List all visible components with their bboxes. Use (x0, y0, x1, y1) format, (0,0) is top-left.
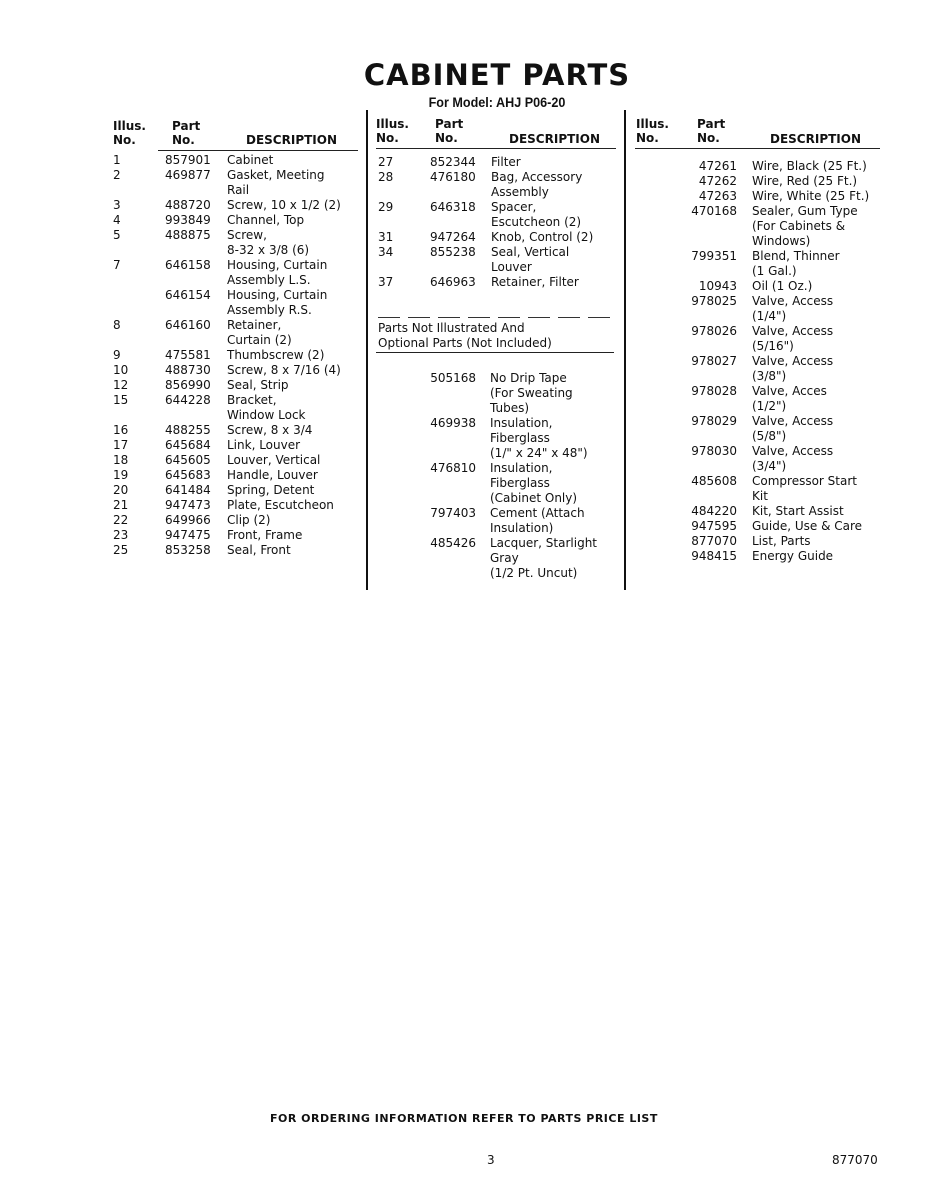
part-number: 47262 (698, 174, 737, 188)
illus-number: 8 (113, 318, 121, 332)
table-row (636, 504, 886, 519)
parts-list-column-2 (378, 155, 618, 290)
part-number: 484220 (691, 504, 737, 518)
part-description: Insulation, Fiberglass (Cabinet Only) (490, 461, 578, 505)
part-description: Screw, 8-32 x 3/8 (6) (227, 228, 310, 257)
table-row (378, 506, 618, 536)
illus-number: 34 (378, 245, 394, 259)
illus-number: 28 (378, 170, 394, 184)
part-description: Filter (491, 155, 521, 169)
illus-number: 16 (113, 423, 129, 437)
part-number: 488875 (165, 228, 211, 242)
table-row (378, 245, 618, 275)
part-number: 856990 (165, 378, 211, 392)
part-description: Screw, 8 x 3/4 (227, 423, 313, 437)
note-rule (376, 352, 614, 353)
table-row (113, 228, 363, 258)
part-description: Retainer, Filter (491, 275, 579, 289)
part-number: 978030 (691, 444, 737, 458)
parts-list-column-1 (113, 153, 363, 558)
part-number: 10943 (698, 279, 737, 293)
illus-number: 10 (113, 363, 129, 377)
table-row (378, 230, 618, 245)
part-number: 470168 (691, 204, 737, 218)
table-row (636, 324, 886, 354)
illus-number: 29 (378, 200, 394, 214)
table-row (636, 189, 886, 204)
part-number: 948415 (691, 549, 737, 563)
table-row (113, 168, 363, 198)
header-illus (113, 119, 146, 147)
part-description: Valve, Access (5/8") (752, 414, 834, 443)
table-row (636, 279, 886, 294)
table-row (378, 275, 618, 290)
part-number: 857901 (165, 153, 211, 167)
part-description: Seal, Strip (227, 378, 289, 392)
header-illus-line2: No. (376, 131, 399, 145)
part-description: Valve, Access (3/4") (752, 444, 834, 473)
part-number: 646318 (430, 200, 476, 214)
header-illus-3 (636, 117, 669, 145)
header-part-line2: No. (697, 131, 720, 145)
part-description: Insulation, Fiberglass (1/" x 24" x 48") (490, 416, 588, 460)
table-row (113, 258, 363, 288)
part-description: Valve, Access (1/4") (752, 294, 834, 323)
illus-number: 1 (113, 153, 121, 167)
table-row (378, 170, 618, 200)
part-description: Guide, Use & Care (752, 519, 863, 533)
part-description: Clip (2) (227, 513, 271, 527)
illus-number: 12 (113, 378, 129, 392)
header-illus-line2: No. (636, 131, 659, 145)
part-description: List, Parts (752, 534, 811, 548)
part-description: Sealer, Gum Type (For Cabinets & Windows) (752, 204, 858, 248)
page-title: CABINET PARTS (363, 58, 631, 92)
header-illus-2 (376, 117, 409, 145)
header-description: DESCRIPTION (246, 133, 338, 147)
part-number: 877070 (691, 534, 737, 548)
column-divider (366, 110, 368, 590)
part-description: Cabinet (227, 153, 274, 167)
table-row (113, 513, 363, 528)
part-number: 485608 (691, 474, 737, 488)
table-row (378, 155, 618, 170)
part-description: Spring, Detent (227, 483, 315, 497)
part-number: 646963 (430, 275, 476, 289)
header-part-line1: Part (435, 117, 464, 131)
part-number: 978027 (691, 354, 737, 368)
table-row (378, 371, 618, 416)
header-rule-3 (635, 148, 880, 149)
illus-number: 17 (113, 438, 129, 452)
header-illus-line1: Illus. (113, 119, 146, 133)
part-description: Spacer, Escutcheon (2) (491, 200, 582, 229)
illus-number: 4 (113, 213, 121, 227)
table-row (636, 474, 886, 504)
part-number: 947475 (165, 528, 211, 542)
part-number: 505168 (430, 371, 476, 385)
part-description: Handle, Louver (227, 468, 318, 482)
column-divider (624, 110, 626, 590)
part-number: 47261 (698, 159, 737, 173)
part-description: Screw, 8 x 7/16 (4) (227, 363, 341, 377)
table-row (113, 288, 363, 318)
part-number: 646154 (165, 288, 211, 302)
table-row (113, 348, 363, 363)
part-description: Bracket, Window Lock (227, 393, 306, 422)
part-number: 641484 (165, 483, 211, 497)
table-row (113, 498, 363, 513)
part-number: 476180 (430, 170, 476, 184)
header-part-line2: No. (435, 131, 458, 145)
table-row (636, 294, 886, 324)
header-part-2 (435, 117, 463, 145)
header-description-3: DESCRIPTION (770, 132, 862, 146)
part-description: Valve, Acces (1/2") (752, 384, 827, 413)
illus-number: 9 (113, 348, 121, 362)
part-description: Channel, Top (227, 213, 305, 227)
part-number: 797403 (430, 506, 476, 520)
part-number: 475581 (165, 348, 211, 362)
part-number: 645683 (165, 468, 211, 482)
part-number: 855238 (430, 245, 476, 259)
part-number: 485426 (430, 536, 476, 550)
table-row (636, 534, 886, 549)
part-number: 947264 (430, 230, 476, 244)
illus-number: 7 (113, 258, 121, 272)
part-description: Energy Guide (752, 549, 834, 563)
part-number: 853258 (165, 543, 211, 557)
part-number: 978029 (691, 414, 737, 428)
part-description: No Drip Tape (For Sweating Tubes) (490, 371, 573, 415)
illus-number: 18 (113, 453, 129, 467)
dashed-rule (378, 317, 612, 318)
table-row (113, 363, 363, 378)
table-row (636, 174, 886, 189)
part-description: Louver, Vertical (227, 453, 321, 467)
part-description: Seal, Vertical Louver (491, 245, 570, 274)
table-row (636, 204, 886, 249)
table-row (113, 468, 363, 483)
part-number: 645605 (165, 453, 211, 467)
header-illus-line2: No. (113, 133, 136, 147)
part-description: Retainer, Curtain (2) (227, 318, 292, 347)
table-row (113, 543, 363, 558)
part-number: 476810 (430, 461, 476, 475)
illus-number: 19 (113, 468, 129, 482)
part-description: Oil (1 Oz.) (752, 279, 813, 293)
part-number: 799351 (691, 249, 737, 263)
table-row (113, 423, 363, 438)
table-row (113, 528, 363, 543)
part-description: Wire, White (25 Ft.) (752, 189, 870, 203)
table-row (113, 318, 363, 348)
note-line2: Optional Parts (Not Included) (378, 336, 552, 350)
table-row (636, 159, 886, 174)
illus-number: 20 (113, 483, 129, 497)
illus-number: 15 (113, 393, 129, 407)
note-line1: Parts Not Illustrated And (378, 321, 525, 335)
part-number: 978026 (691, 324, 737, 338)
header-part-line1: Part (697, 117, 726, 131)
illus-number: 25 (113, 543, 129, 557)
part-description: Thumbscrew (2) (227, 348, 325, 362)
part-number: 488720 (165, 198, 211, 212)
part-number: 993849 (165, 213, 211, 227)
table-row (113, 153, 363, 168)
part-description: Screw, 10 x 1/2 (2) (227, 198, 341, 212)
ordering-footer: FOR ORDERING INFORMATION REFER TO PARTS PRICE LIST (270, 1112, 658, 1125)
table-row (636, 414, 886, 444)
optional-parts-note (378, 321, 552, 351)
illus-number: 22 (113, 513, 129, 527)
table-row (113, 213, 363, 228)
part-number: 488255 (165, 423, 211, 437)
illus-number: 5 (113, 228, 121, 242)
part-number: 488730 (165, 363, 211, 377)
table-row (378, 536, 618, 581)
document-number: 877070 (832, 1153, 878, 1167)
part-description: Cement (Attach Insulation) (490, 506, 585, 535)
part-number: 649966 (165, 513, 211, 527)
part-number: 646158 (165, 258, 211, 272)
illus-number: 31 (378, 230, 394, 244)
optional-parts-list (378, 371, 618, 581)
table-row (378, 200, 618, 230)
part-number: 947473 (165, 498, 211, 512)
part-number: 646160 (165, 318, 211, 332)
page-number: 3 (487, 1153, 495, 1167)
table-row (113, 483, 363, 498)
table-row (113, 198, 363, 213)
illus-number: 2 (113, 168, 121, 182)
header-illus-line1: Illus. (636, 117, 669, 131)
table-row (636, 444, 886, 474)
header-part-3 (697, 117, 725, 145)
part-description: Knob, Control (2) (491, 230, 594, 244)
part-description: Kit, Start Assist (752, 504, 844, 518)
table-row (636, 549, 886, 564)
part-number: 47263 (698, 189, 737, 203)
part-number: 469938 (430, 416, 476, 430)
table-row (636, 249, 886, 279)
part-description: Housing, Curtain Assembly R.S. (227, 288, 328, 317)
part-number: 947595 (691, 519, 737, 533)
part-number: 469877 (165, 168, 211, 182)
part-number: 644228 (165, 393, 211, 407)
part-description: Wire, Red (25 Ft.) (752, 174, 858, 188)
part-description: Front, Frame (227, 528, 303, 542)
part-description: Bag, Accessory Assembly (491, 170, 583, 199)
table-row (113, 438, 363, 453)
part-description: Wire, Black (25 Ft.) (752, 159, 867, 173)
table-row (636, 354, 886, 384)
header-description-2: DESCRIPTION (509, 132, 601, 146)
part-description: Compressor Start Kit (752, 474, 857, 503)
table-row (113, 378, 363, 393)
part-description: Valve, Access (3/8") (752, 354, 834, 383)
part-description: Link, Louver (227, 438, 301, 452)
parts-list-column-3 (636, 159, 886, 564)
part-description: Lacquer, Starlight Gray (1/2 Pt. Uncut) (490, 536, 598, 580)
header-part-line2: No. (172, 133, 195, 147)
header-part (172, 119, 200, 147)
illus-number: 21 (113, 498, 129, 512)
table-row (113, 453, 363, 468)
part-description: Seal, Front (227, 543, 291, 557)
illus-number: 3 (113, 198, 121, 212)
part-number: 978025 (691, 294, 737, 308)
part-description: Blend, Thinner (1 Gal.) (752, 249, 840, 278)
part-description: Plate, Escutcheon (227, 498, 334, 512)
part-number: 645684 (165, 438, 211, 452)
table-row (636, 519, 886, 534)
table-row (113, 393, 363, 423)
table-row (378, 461, 618, 506)
illus-number: 27 (378, 155, 394, 169)
header-rule (158, 150, 358, 151)
part-description: Housing, Curtain Assembly L.S. (227, 258, 328, 287)
table-row (378, 416, 618, 461)
header-part-line1: Part (172, 119, 201, 133)
header-illus-line1: Illus. (376, 117, 409, 131)
header-rule-2 (376, 148, 616, 149)
illus-number: 37 (378, 275, 394, 289)
model-subtitle: For Model: AHJ P06-20 (428, 94, 566, 110)
part-number: 978028 (691, 384, 737, 398)
table-row (636, 384, 886, 414)
part-number: 852344 (430, 155, 476, 169)
part-description: Gasket, Meeting Rail (227, 168, 325, 197)
part-description: Valve, Access (5/16") (752, 324, 834, 353)
illus-number: 23 (113, 528, 129, 542)
